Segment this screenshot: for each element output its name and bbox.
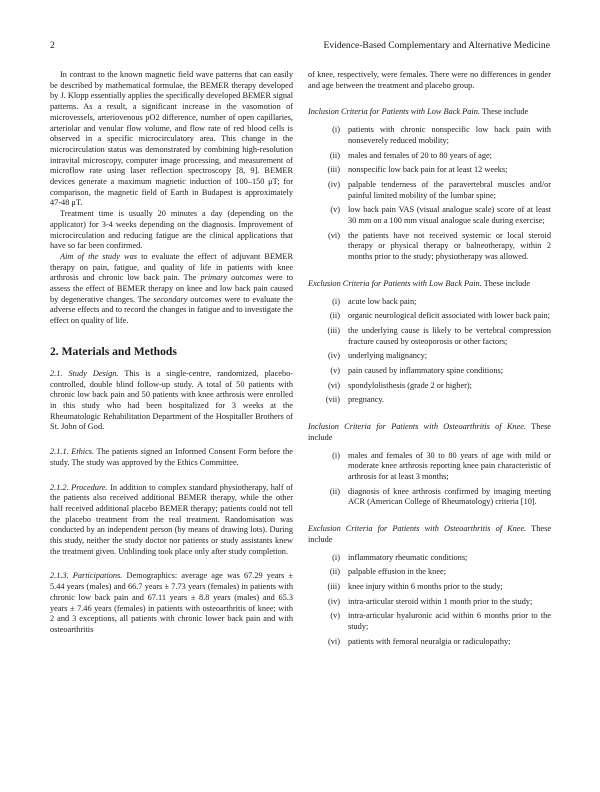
criteria-item xyxy=(308,231,551,263)
criteria-item xyxy=(308,637,551,648)
aim-lead: Aim of the study was xyxy=(60,251,137,261)
criteria-item xyxy=(308,180,551,201)
criteria-item-number: (vii) xyxy=(325,395,340,405)
criteria-item xyxy=(308,366,551,377)
criteria-item-number: (iv) xyxy=(328,351,340,361)
criteria-title: Exclusion Criteria for Patients with Low Back Pain. xyxy=(308,278,482,288)
exclusion-oa-heading xyxy=(308,524,551,545)
primary-outcomes-term: primary outcomes xyxy=(200,273,263,283)
subsection-heading: 2.1.1. Ethics. xyxy=(50,447,95,457)
exclusion-lbp-heading xyxy=(308,279,551,290)
paragraph-participants xyxy=(50,571,293,635)
criteria-item-number: (iv) xyxy=(328,596,340,606)
criteria-after: These include xyxy=(479,107,529,117)
criteria-item xyxy=(308,487,551,508)
criteria-item-text: the underlying cause is likely to be vertebral compression fracture caused by osteoporosis or other factors; xyxy=(348,325,551,346)
subsection-text: Demographics: average age was 67.29 years ± 5.44 years (males) and 66.7 years ± 7.73 years (females) in patients with chronic low back pain and 67.11 years ± 8.8 years (males) and 65.3 years ± 7.46 years (females) in patients with osteoarthritis of knee; with 2 and 3 exceptions, all patients with chronic lower back pain and with osteoarthritis xyxy=(50,571,293,634)
subsection-text: This is a single-centre, randomized, placebo-controlled, double blind follow-up study. A total of 50 patients with chronic low back pain and 50 patients with knee arthrosis were enrolled in this study who had been hospitalized for 3 weeks at the Rheumatologic Rehabilitation Department of the Hospitaller Brothers of St. John of God. xyxy=(50,368,294,432)
page-number: 2 xyxy=(50,40,55,51)
criteria-title: Inclusion Criteria for Patients with Osteoarthritis of Knee. xyxy=(308,422,527,432)
criteria-item-text: pregnancy. xyxy=(348,395,385,405)
criteria-item xyxy=(308,381,551,392)
criteria-item xyxy=(308,395,551,406)
criteria-after: These include xyxy=(308,524,551,544)
left-column xyxy=(50,70,293,636)
criteria-item-number: (vi) xyxy=(328,230,340,240)
criteria-item xyxy=(308,611,551,632)
criteria-item-text: spondylolisthesis (grade 2 or higher); xyxy=(348,380,472,390)
criteria-item-number: (iii) xyxy=(327,581,340,591)
criteria-item-number: (v) xyxy=(330,366,340,376)
criteria-item-number: (i) xyxy=(332,552,340,562)
criteria-item-text: males and females of 30 to 80 years of age with mild or moderate knee arthrosis reporting knee pain characteristic of arthrosis for at least 3 months; xyxy=(348,450,551,481)
criteria-item-text: organic neurological deficit associated with lower back pain; xyxy=(348,311,550,321)
criteria-item xyxy=(308,451,551,483)
criteria-item-number: (v) xyxy=(330,205,340,215)
secondary-outcomes-term: secondary outcomes xyxy=(153,294,222,304)
criteria-item-number: (i) xyxy=(332,125,340,135)
criteria-item-text: low back pain VAS (visual analogue scale) score of at least 30 mm on a 100 mm visual analogue scale during exercise; xyxy=(348,205,551,226)
criteria-item xyxy=(308,297,551,308)
criteria-item xyxy=(308,597,551,608)
subsection-heading: 2.1.3. Participations. xyxy=(50,571,123,581)
criteria-item-text: pain caused by inflammatory spine conditions; xyxy=(348,366,504,376)
inclusion-lbp-list xyxy=(308,125,551,263)
criteria-after: These include xyxy=(481,278,530,288)
criteria-item-text: intra-articular hyaluronic acid within 6 months prior to the study; xyxy=(348,611,551,632)
criteria-item xyxy=(308,582,551,593)
criteria-item-text: intra-articular steroid within 1 month prior to the study; xyxy=(348,596,533,606)
paragraph-bemer-intro: In contrast to the known magnetic field wave patterns that can easily be described by mathematical formulae, the BEMER therapy developed by J. Klopp essentially applies the specifically developed BEMER signal patterns. As a result, a significant increase in the vasomotion of microvessels, arteriovenous pO2 difference, number of open capillaries, arteriolar and venular flow volume, and flow rate of red blood cells is observed in a specific microcirculatory area. This change in the microcirculation status was demonstrated by combining high-resolution intravital microscopy, computer image processing, and measurement of microflow rate using laser reflection spectroscopy [8, 9]. BEMER devices generate a maximum magnetic induction of 100–150 μT; for comparison, the magnetic field of Earth in Budapest is approximately 47-48 μT. xyxy=(50,70,293,208)
criteria-item-text: nonspecific low back pain for at least 12 weeks; xyxy=(348,165,508,175)
criteria-item-number: (ii) xyxy=(329,311,340,321)
paragraph-treatment-time: Treatment time is usually 20 minutes a day (depending on the applicator) for 3-4 weeks depending on the diagnosis. Improvement of microcirculation and reducing fatigue are the clinical applications that have so far been confirmed. xyxy=(50,209,293,251)
criteria-item-text: underlying malignancy; xyxy=(348,351,428,361)
criteria-item xyxy=(308,125,551,146)
criteria-item xyxy=(308,351,551,362)
exclusion-lbp-list xyxy=(308,297,551,407)
criteria-item xyxy=(308,326,551,347)
criteria-item-text: males and females of 20 to 80 years of age; xyxy=(348,150,492,160)
criteria-title: Inclusion Criteria for Patients with Low Back Pain. xyxy=(308,107,480,117)
criteria-item-text: acute low back pain; xyxy=(348,296,417,306)
criteria-item xyxy=(308,205,551,226)
criteria-item-number: (ii) xyxy=(329,567,340,577)
criteria-item xyxy=(308,553,551,564)
subsection-heading: 2.1. Study Design. xyxy=(50,368,119,378)
paragraph-procedure xyxy=(50,483,293,558)
right-column xyxy=(308,70,551,651)
criteria-item-text: inflammatory rheumatic conditions; xyxy=(348,552,468,562)
journal-name: Evidence-Based Complementary and Alternative Medicine xyxy=(323,40,550,51)
paragraph-study-design xyxy=(50,369,293,433)
criteria-item-text: the patients have not received systemic or local steroid therapy or physical therapy or balneotherapy, within 2 months prior to the study; physiotherapy was allowed. xyxy=(348,230,551,262)
criteria-item-text: diagnosis of knee arthrosis confirmed by imaging meeting ACR (American College of Rheumatology) criteria [10]. xyxy=(348,486,551,507)
criteria-item-number: (iii) xyxy=(327,325,340,335)
criteria-item xyxy=(308,165,551,176)
criteria-item-number: (iv) xyxy=(328,179,340,189)
criteria-item-text: palpable tenderness of the paravertebral muscles and/or painful limited mobility of the lumbar spine; xyxy=(348,179,551,200)
criteria-item xyxy=(308,151,551,162)
paragraph-continued: of knee, respectively, were females. There were no differences in gender and age between the treatment and placebo group. xyxy=(308,70,551,90)
paragraph-aim xyxy=(50,252,293,327)
paragraph-ethics xyxy=(50,447,293,468)
criteria-item-number: (i) xyxy=(332,296,340,306)
inclusion-lbp-heading xyxy=(308,107,551,118)
aim-text-2: were to assess the effect of BEMER therapy on knee and low back pain caused by degenerative changes. The xyxy=(50,273,293,304)
criteria-item-text: knee injury within 6 months prior to the study; xyxy=(348,581,503,591)
criteria-item xyxy=(308,567,551,578)
criteria-item-number: (ii) xyxy=(329,486,340,496)
subsection-heading: 2.1.2. Procedure. xyxy=(50,482,108,492)
page-header xyxy=(50,40,550,54)
aim-text-3: were to evaluate the adverse effects and to record the changes in fatigue and to investigate the effect on quality of life. xyxy=(50,294,293,326)
criteria-item-number: (vi) xyxy=(328,380,340,390)
aim-text-1: to evaluate the effect of adjuvant BEMER therapy on pain, fatigue, and quality of life in patients with knee arthrosis and chronic low back pain. The xyxy=(50,251,293,283)
criteria-after: These include xyxy=(308,422,551,442)
criteria-item-number: (i) xyxy=(332,450,340,460)
exclusion-oa-list xyxy=(308,553,551,648)
section-title: 2. Materials and Methods xyxy=(50,344,177,358)
inclusion-oa-heading xyxy=(308,422,551,443)
inclusion-oa-list xyxy=(308,451,551,509)
criteria-item-number: (ii) xyxy=(329,150,340,160)
subsection-text: The patients signed an Informed Consent Form before the study. The study was approved by the Ethics Committee. xyxy=(50,447,293,467)
criteria-item-number: (iii) xyxy=(327,165,340,175)
criteria-item xyxy=(308,311,551,322)
criteria-item-text: palpable effusion in the knee; xyxy=(348,567,446,577)
criteria-item-number: (v) xyxy=(330,611,340,621)
criteria-item-number: (vi) xyxy=(328,636,340,646)
criteria-item-text: patients with femoral neuralgia or radiculopathy; xyxy=(348,636,511,646)
subsection-text: In addition to complex standard physiotherapy, half of the patients also received additional BEMER therapy, while the other half received additional placebo BEMER therapy; patients could not tell the placebo treatment from the real treatment. Randomisation was conducted by an independent person (by means of drawing lots). During this study, neither the study doctor nor patients or study assistants knew the treatment given. Unblinding took place only after study completion. xyxy=(50,482,293,556)
criteria-title: Exclusion Criteria for Patients with Osteoarthritis of Knee. xyxy=(308,524,527,534)
criteria-item-text: patients with chronic nonspecific low back pain with nonseverely reduced mobility; xyxy=(348,125,551,145)
